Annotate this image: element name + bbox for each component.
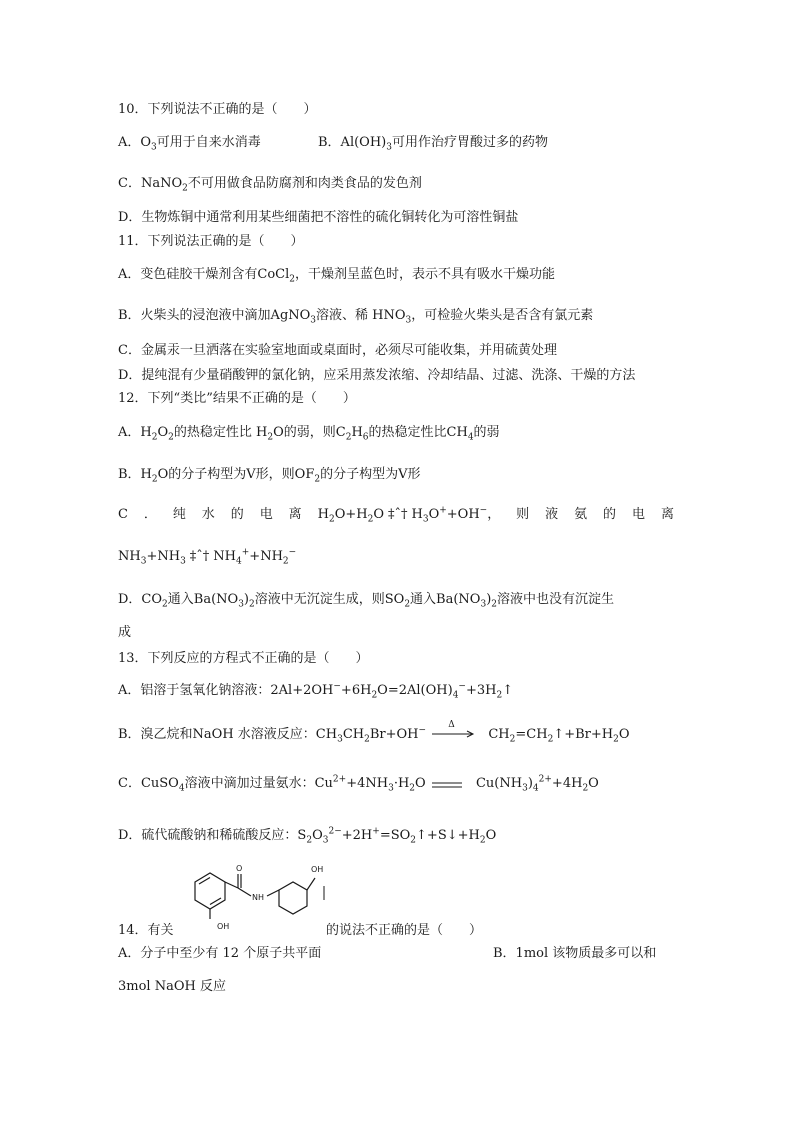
q12-option-d: D．$CO_2$通入$Ba(NO_3)_2$溶液中无沉淀生成，则$SO_2$通入$Ba(NO_3)_2$溶液中也没有沉淀生: [118, 592, 615, 610]
q12-c-equation: $H_2O+H_2O$ ‡ˆ† $H_3O^++OH^-$，: [317, 505, 501, 525]
q14-stem-post: 的说法不正确的是（ ）: [326, 923, 483, 938]
q11-option-a: A．变色硅胶干燥剂含有CoCl$_2$，干燥剂呈蓝色时，表示不具有吸水干燥功能: [118, 267, 556, 285]
mol-label-oh-top: OH: [311, 865, 324, 874]
q11-option-d: D．提纯混有少量硝酸钾的氯化钠，应采用蒸发浓缩、冷却结晶、过滤、洗涤、干燥的方法: [118, 368, 636, 383]
molecule-structure: [175, 856, 335, 936]
q14-option-b-line2: 3mol NaOH 反应: [118, 979, 226, 994]
q13-stem: 13．下列反应的方程式不正确的是（ ）: [118, 651, 369, 666]
q12-option-c-line2: $NH_3+NH_3$ ‡ˆ† $NH_4^++NH_2^-$: [118, 547, 297, 567]
q12-option-a: A．$H_2O_2$的热稳定性比 $H_2O$的弱，则$C_2H_6$的热稳定性比$CH_4$的弱: [118, 425, 500, 443]
q10-option-a: A．$O_3$可用于自来水消毒: [118, 135, 261, 153]
q10-option-c: C．NaNO$_2$不可用做食品防腐剂和肉类食品的发色剂: [118, 176, 422, 194]
q14-option-b: B．1mol 该物质最多可以和: [493, 946, 657, 961]
q13-option-c: C．CuSO$_4$溶液中滴加过量氨水：$Cu^{2+}+4NH_3\cdot H_2O$ $Cu(NH_3)_4^{2+}+4H_2O$: [118, 774, 599, 794]
mol-label-nh: NH: [252, 893, 264, 902]
mol-label-o: O: [236, 864, 243, 873]
q10-option-b: B．$Al(OH)_3$可用作治疗胃酸过多的药物: [318, 135, 548, 153]
q13-option-a: A．铝溶于氢氧化钠溶液：$2Al+2OH^-+6H_2O=2Al(OH)_4^-+3H_2↑$: [118, 681, 514, 701]
q13-c-double-line: [430, 777, 472, 787]
q14-stem-pre: 14．有关: [118, 923, 174, 938]
cursor-bar: [322, 886, 326, 900]
q14-option-a: A．分子中至少有 12 个原子共平面: [118, 946, 322, 961]
q10-option-d: D．生物炼铜中通常利用某些细菌把不溶性的硫化铜转化为可溶性铜盐: [118, 210, 519, 225]
mol-label-oh-bottom: OH: [217, 922, 230, 931]
q13-option-b: B．溴乙烷和NaOH 水溶液反应：$CH_3CH_2Br+OH^-$ Δ $CH_2=CH_2↑+Br+H_2O$: [118, 720, 630, 745]
q13-option-d: D．硫代硫酸钠和稀硫酸反应：$S_2O_3^{2-}+2H^+=SO_2↑+S↓+H_2O$: [118, 826, 497, 846]
q13-b-heat-arrow: Δ: [430, 724, 484, 738]
q12-option-c: C ． 纯 水 的 电 离 $H_2O+H_2O$ ‡ˆ† $H_3O^++OH^-$， 则 液 氨 的 电 离: [118, 505, 674, 525]
reaction-arrow-icon: [430, 729, 476, 739]
q10-stem: 10．下列说法不正确的是（ ）: [118, 102, 317, 117]
q12-option-b: B．$H_2O$的分子构型为V形，则$OF_2$的分子构型为V形: [118, 467, 421, 485]
q11-option-b: B．火柴头的浸泡液中滴加AgNO$_3$溶液、稀 $HNO_3$，可检验火柴头是否含有氯元素: [118, 308, 594, 326]
q11-stem: 11．下列说法正确的是（ ）: [118, 234, 304, 249]
q12-stem: 12．下列“类比”结果不正确的是（ ）: [118, 391, 356, 406]
q11-option-c: C．金属汞一旦洒落在实验室地面或桌面时，必须尽可能收集，并用硫黄处理: [118, 343, 557, 358]
equals-sign-icon: [430, 781, 464, 789]
q12-option-d-line2: 成: [118, 625, 132, 640]
